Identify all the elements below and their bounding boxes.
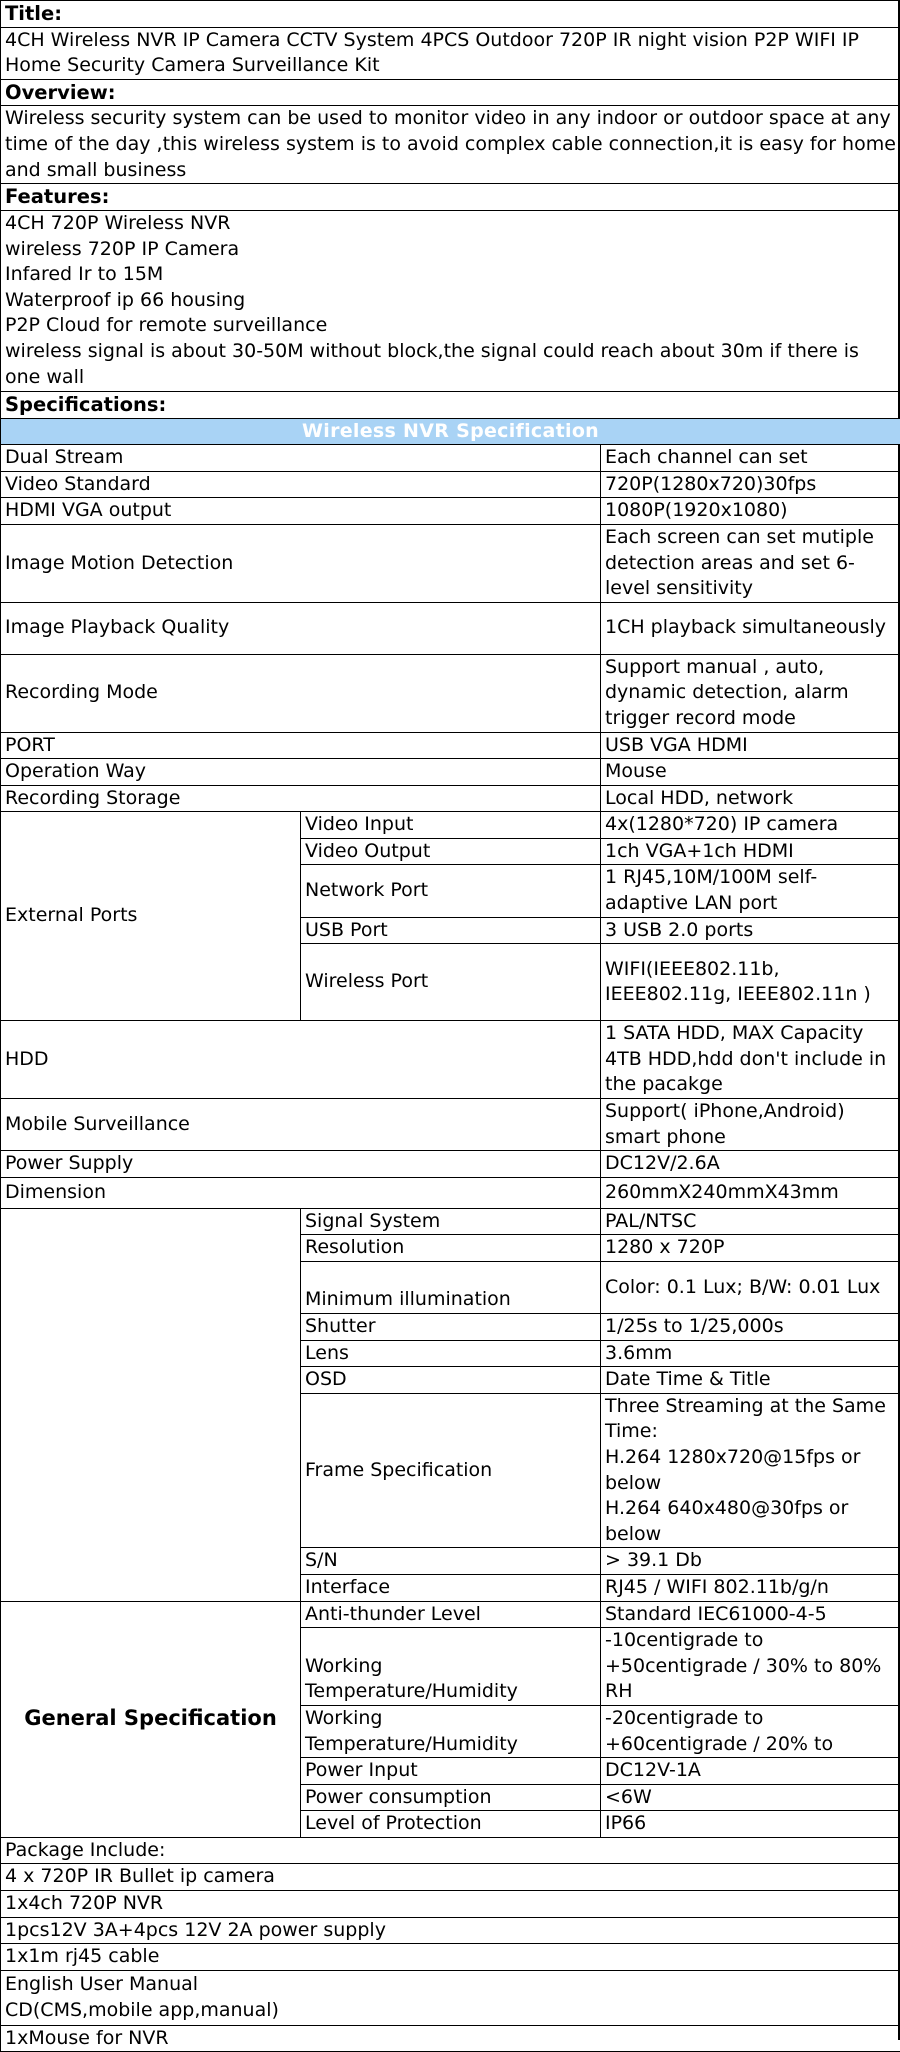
specifications-heading: Specifications: [1, 391, 900, 418]
package-item: 1xMouse for NVR [1, 2025, 900, 2052]
spec-value: Support manual , auto, dynamic detection, alarm trigger record mode [601, 654, 900, 732]
spec-value: Date Time & Title [601, 1367, 900, 1394]
package-item: 1pcs12V 3A+4pcs 12V 2A power supply [1, 1917, 900, 1944]
general-spec-label: General Specification [1, 1601, 301, 1837]
spec-value: -20centigrade to +60centigrade / 20% to [601, 1705, 900, 1757]
feature-item: wireless 720P IP Camera [5, 237, 896, 263]
feature-item: Infared Ir to 15M [5, 262, 896, 288]
spec-sublabel: Shutter [301, 1314, 601, 1341]
spec-sublabel: Working Temperature/Humidity [301, 1705, 601, 1757]
spec-value: Mouse [601, 759, 900, 786]
spec-sublabel: Anti-thunder Level [301, 1601, 601, 1628]
features-list [1, 210, 900, 391]
spec-sublabel: Interface [301, 1574, 601, 1601]
spec-label: Recording Storage [1, 785, 601, 812]
spec-value: 720P(1280x720)30fps [601, 471, 900, 498]
spec-label: Mobile Surveillance [1, 1099, 601, 1151]
overview-heading: Overview: [1, 79, 900, 106]
spec-sublabel: S/N [301, 1548, 601, 1575]
spec-value: 1280 x 720P [601, 1235, 900, 1262]
spec-label: HDD [1, 1021, 601, 1099]
spec-label: PORT [1, 732, 601, 759]
spec-sublabel: Power consumption [301, 1784, 601, 1811]
spec-sublabel: Video Output [301, 838, 601, 865]
spec-value: 1080P(1920x1080) [601, 498, 900, 525]
package-item: 1x4ch 720P NVR [1, 1891, 900, 1918]
spec-value: Three Streaming at the Same Time: H.264 1280x720@15fps or below H.264 640x480@30fps or below [601, 1393, 900, 1548]
spec-value: PAL/NTSC [601, 1208, 900, 1235]
spec-value: WIFI(IEEE802.11b, IEEE802.11g, IEEE802.11n ) [601, 944, 900, 1021]
spec-label: Video Standard [1, 471, 601, 498]
camera-spec-blank [1, 1208, 301, 1601]
spec-sublabel: Wireless Port [301, 944, 601, 1021]
spec-label: Dimension [1, 1177, 601, 1208]
spec-value: 1ch VGA+1ch HDMI [601, 838, 900, 865]
package-item: 1x1m rj45 cable [1, 1944, 900, 1971]
spec-label: Operation Way [1, 759, 601, 786]
spec-value: Each channel can set [601, 445, 900, 472]
spec-sublabel: Level of Protection [301, 1811, 601, 1838]
spec-sublabel: Frame Specification [301, 1393, 601, 1548]
package-item: 4 x 720P IR Bullet ip camera [1, 1864, 900, 1891]
spec-sublabel: Signal System [301, 1208, 601, 1235]
spec-value: 1 SATA HDD, MAX Capacity 4TB HDD,hdd don't include in the pacakge [601, 1021, 900, 1099]
overview-text: Wireless security system can be used to monitor video in any indoor or outdoor space at any time of the day ,this wireless system is to avoid complex cable connection,it is easy for home and small business [1, 106, 900, 184]
spec-sublabel: OSD [301, 1367, 601, 1394]
package-item: English User Manual CD(CMS,mobile app,manual) [1, 1970, 900, 2025]
nvr-spec-band: Wireless NVR Specification [1, 418, 900, 445]
spec-sublabel: Resolution [301, 1235, 601, 1262]
title-text: 4CH Wireless NVR IP Camera CCTV System 4PCS Outdoor 720P IR night vision P2P WIFI IP Home Security Camera Surveillance Kit [1, 27, 900, 79]
spec-value: 1CH playback simultaneously [601, 602, 900, 654]
spec-value: DC12V/2.6A [601, 1151, 900, 1178]
external-ports-label: External Ports [1, 812, 301, 1021]
spec-value: <6W [601, 1784, 900, 1811]
spec-label: Image Motion Detection [1, 524, 601, 602]
spec-value: 1/25s to 1/25,000s [601, 1314, 900, 1341]
spec-value: Color: 0.1 Lux; B/W: 0.01 Lux [601, 1262, 900, 1314]
package-heading: Package Include: [1, 1837, 900, 1864]
spec-value: Support( iPhone,Android) smart phone [601, 1099, 900, 1151]
feature-item: wireless signal is about 30-50M without block,the signal could reach about 30m if there is one wall [5, 339, 896, 390]
spec-sublabel: Minimum illumination [301, 1262, 601, 1314]
spec-label: HDMI VGA output [1, 498, 601, 525]
spec-value: RJ45 / WIFI 802.11b/g/n [601, 1574, 900, 1601]
spec-sublabel: Working Temperature/Humidity [301, 1628, 601, 1706]
feature-item: P2P Cloud for remote surveillance [5, 313, 896, 339]
spec-value: -10centigrade to +50centigrade / 30% to 80% RH [601, 1628, 900, 1706]
spec-sublabel: USB Port [301, 917, 601, 944]
spec-value: USB VGA HDMI [601, 732, 900, 759]
spec-value: Local HDD, network [601, 785, 900, 812]
spec-value: 4x(1280*720) IP camera [601, 812, 900, 839]
spec-value: 260mmX240mmX43mm [601, 1177, 900, 1208]
spec-sublabel: Lens [301, 1340, 601, 1367]
features-heading: Features: [1, 184, 900, 211]
spec-label: Recording Mode [1, 654, 601, 732]
spec-value: 3 USB 2.0 ports [601, 917, 900, 944]
spec-value: Each screen can set mutiple detection areas and set 6-level sensitivity [601, 524, 900, 602]
spec-value: 3.6mm [601, 1340, 900, 1367]
feature-item: Waterproof ip 66 housing [5, 288, 896, 314]
spec-sublabel: Network Port [301, 865, 601, 917]
spec-value: IP66 [601, 1811, 900, 1838]
title-heading: Title: [1, 1, 900, 28]
spec-value: Standard IEC61000-4-5 [601, 1601, 900, 1628]
spec-value: DC12V-1A [601, 1758, 900, 1785]
spec-label: Power Supply [1, 1151, 601, 1178]
spec-label: Image Playback Quality [1, 602, 601, 654]
feature-item: 4CH 720P Wireless NVR [5, 211, 896, 237]
spec-value: > 39.1 Db [601, 1548, 900, 1575]
spec-label: Dual Stream [1, 445, 601, 472]
spec-sublabel: Power Input [301, 1758, 601, 1785]
spec-sublabel: Video Input [301, 812, 601, 839]
spec-value: 1 RJ45,10M/100M self-adaptive LAN port [601, 865, 900, 917]
